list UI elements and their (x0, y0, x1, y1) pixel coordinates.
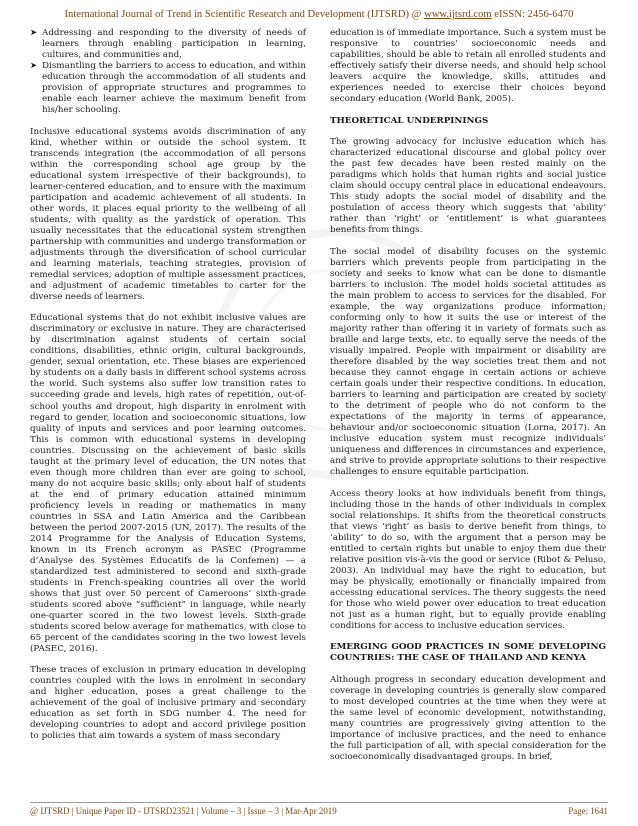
arrow-bullet-icon: ➤ (30, 28, 38, 38)
paragraph-access-theory: Access theory looks at how individuals benefit from things, including those in the hands of other individuals in complex social relationships. It shifts from the theoretical constructs that views ‘right’ as basis to derive benefit from things, to ‘ability’ to do so, with the argument that a person may be entitled to certain rights but unable to enjoy them due their relative position vis-à-vis the good or service (Ribot & Peluso, 2003). An individual may have the right to education, but may be physically, emotionally or financially impaired from accessing educational services. The theory suggests the need for those who wield power over education to treat education not just as a human right, but to equally provide enabling conditions for access to inclusive education services. (330, 488, 606, 631)
section-heading-theory: THEORETICAL UNDERPININGS (330, 115, 489, 126)
bullet-item (30, 28, 306, 61)
running-footer (30, 806, 608, 816)
paragraph-inclusive-systems: Inclusive educational systems avoids discrimination of any kind, whether within or outside the school system. It transcends integration (the accommodation of all persons within the corresponding school age group by the educational system irrespective of their backgrounds), to learner-centered education, and to ensure with the maximum participation and academic achievement of all students. In other words, it places equal priority to the wellbeing of all students, with quality as the yardstick of operation. This usually necessitates that the educational system strengthen partnership with communities and undergo transformation or adjustments through the diversification of school curricular and learning materials, teaching strategies, provision of remedial services, adoption of multiple assessment practices, and adjustment of academic timetables to carter for the diverse needs of learners. (30, 126, 306, 302)
running-header (0, 9, 638, 20)
journal-link[interactable]: www.ijtsrd.com (424, 9, 492, 20)
paragraph-exclusive-systems: Educational systems that do not exhibit inclusive values are discriminatory or exclusive in nature. They are characterised by discrimination against students of certain social conditions, disabilities, ethnic origin, cultural backgrounds, gender, sexual orientation, etc. These biases are experienced by students on a daily basis in different school systems across the world. Such systems also suffer low transition rates to succeeding grade and levels, high rates of repetition, out-of-school youths and dropout, high disparity in enrolment with regard to gender, location and socioeconomic situations, low quality of inputs and services and poor learning outcomes. This is common with educational systems in developing countries. Discussing on the achievement of basic skills taught at the primary level of education, the UN notes that even though more children than ever are going to school, many do not acquire basic skills; only about half of students at the end of primary education attained minimum proficiency levels in reading or mathematics in many countries in SSA and Latin America and the Caribbean between the period 2007-2015 (UN, 2017). The results of the 2014 Programme for the Analysis of Education Systems, known in its French acronym as PASEC (Programme d’Analyse des Systèmes Éducatifs de la Confemen) — a standardized test administered to second and sixth-grade students in French-speaking countries all over the world shows that just over 50 percent of Cameroons’ sixth-grade students scored above “sufficient” in language, while nearly one-quarter scored in the two lowest levels. Sixth-grade students scored below average for mathematics, with close to 65 percent of the candidates scoring in the two lowest levels (PASEC, 2016). (30, 313, 306, 654)
paragraph-exclusion-traces: These traces of exclusion in primary education in developing countries coupled with the lows in enrolment in secondary and higher education, poses a great challenge to the achievement of the goal of inclusive primary and secondary education as set forth in SDG number 4. The need for developing countries to adopt and accord privilege position to policies that aim towards a system of mass secondary (30, 665, 306, 742)
paragraph-practices: Although progress in secondary education development and coverage in developing countries is generally slow compared to most developed countries at the time when they were at the same level of economic development, notwithstanding, many countries are progressively giving attention to the importance of inclusive practices, and the need to enhance the full participation of all, with special consideration for the socioeconomically disadvantaged groups. In brief, (330, 674, 606, 762)
arrow-bullet-icon: ➤ (30, 61, 38, 72)
bullet-item (30, 61, 306, 116)
footer-citation: @ IJTSRD | Unique Paper ID - IJTSRD23521 | Volume – 3 | Issue – 3 | Mar-Apr 2019 (30, 806, 337, 816)
eissn: eISSN: 2456-6470 (491, 9, 574, 20)
bullet-text: Dismantling the barriers to access to education, and within education through the accommodation of all students and provision of appropriate structures and programmes to enable each learner achieve the maximum benefit from his/her schooling. (42, 61, 306, 116)
paragraph-theory-advocacy: The growing advocacy for inclusive education which has characterized educational discourse and global policy over the past few decades have been rested mainly on the paradigms which holds that human rights and social justice claim should occupy central place in educational endeavours. This study adopts the social model of disability and the postulation of access theory which suggests that ‘ability’ rather than ‘right’ or ‘entitlement’ is what guarantees benefits from things. (330, 137, 606, 236)
footer-rule (30, 802, 608, 803)
right-column (330, 28, 606, 773)
bullet-text: Addressing and responding to the diversity of needs of learners through enabling participation in learning, cultures, and communities and, (42, 28, 306, 61)
paragraph-social-model: The social model of disability focuses on the systemic barriers which prevents people from participating in the society and seeks to know what can be done to dismantle barriers to inclusion. The model holds societal attitudes as the main problem to access to services for the disabled. For example, the way organizations produce information; conforming only to how it suits the use or interest of the majority rather than offering it in variety of formats such as braille and large texts, etc. to equally serve the needs of the visually impaired. People with impairment or disability are therefore disabled by the way societies treat them and not because they cannot engage in certain actions or achieve certain goals under their respective conditions. In education, barriers to learning and participation are created by society to the detriment of people who do not conform to the expectations of the majority in terms of appearance, behaviour and/or socioeconomic situation (Lorna, 2017). An inclusive education system must recognize individuals’ uniqueness and differences in circumstances and experience, and strive to provide appropriate solutions to their respective challenges to ensure equitable participation. (330, 246, 606, 478)
bullet-list (30, 28, 306, 116)
journal-name: International Journal of Trend in Scientific Research and Development (IJTSRD) @ (64, 9, 425, 20)
left-column (30, 28, 306, 753)
paragraph-secondary-education: education is of immediate importance. Such a system must be responsive to countries’ socioeconomic needs and capabilities, should be able to retain all enrolled students and effectively satisfy their diverse needs, and should help school leavers acquire the knowledge, skills, attitudes and experiences needed to exercise their choices beyond secondary education (World Bank, 2005). (330, 28, 606, 105)
page-number: Page: 1641 (568, 806, 608, 816)
section-heading-practices: EMERGING GOOD PRACTICES IN SOME DEVELOPING COUNTRIES: THE CASE OF THAILAND AND KENYA (330, 642, 606, 664)
